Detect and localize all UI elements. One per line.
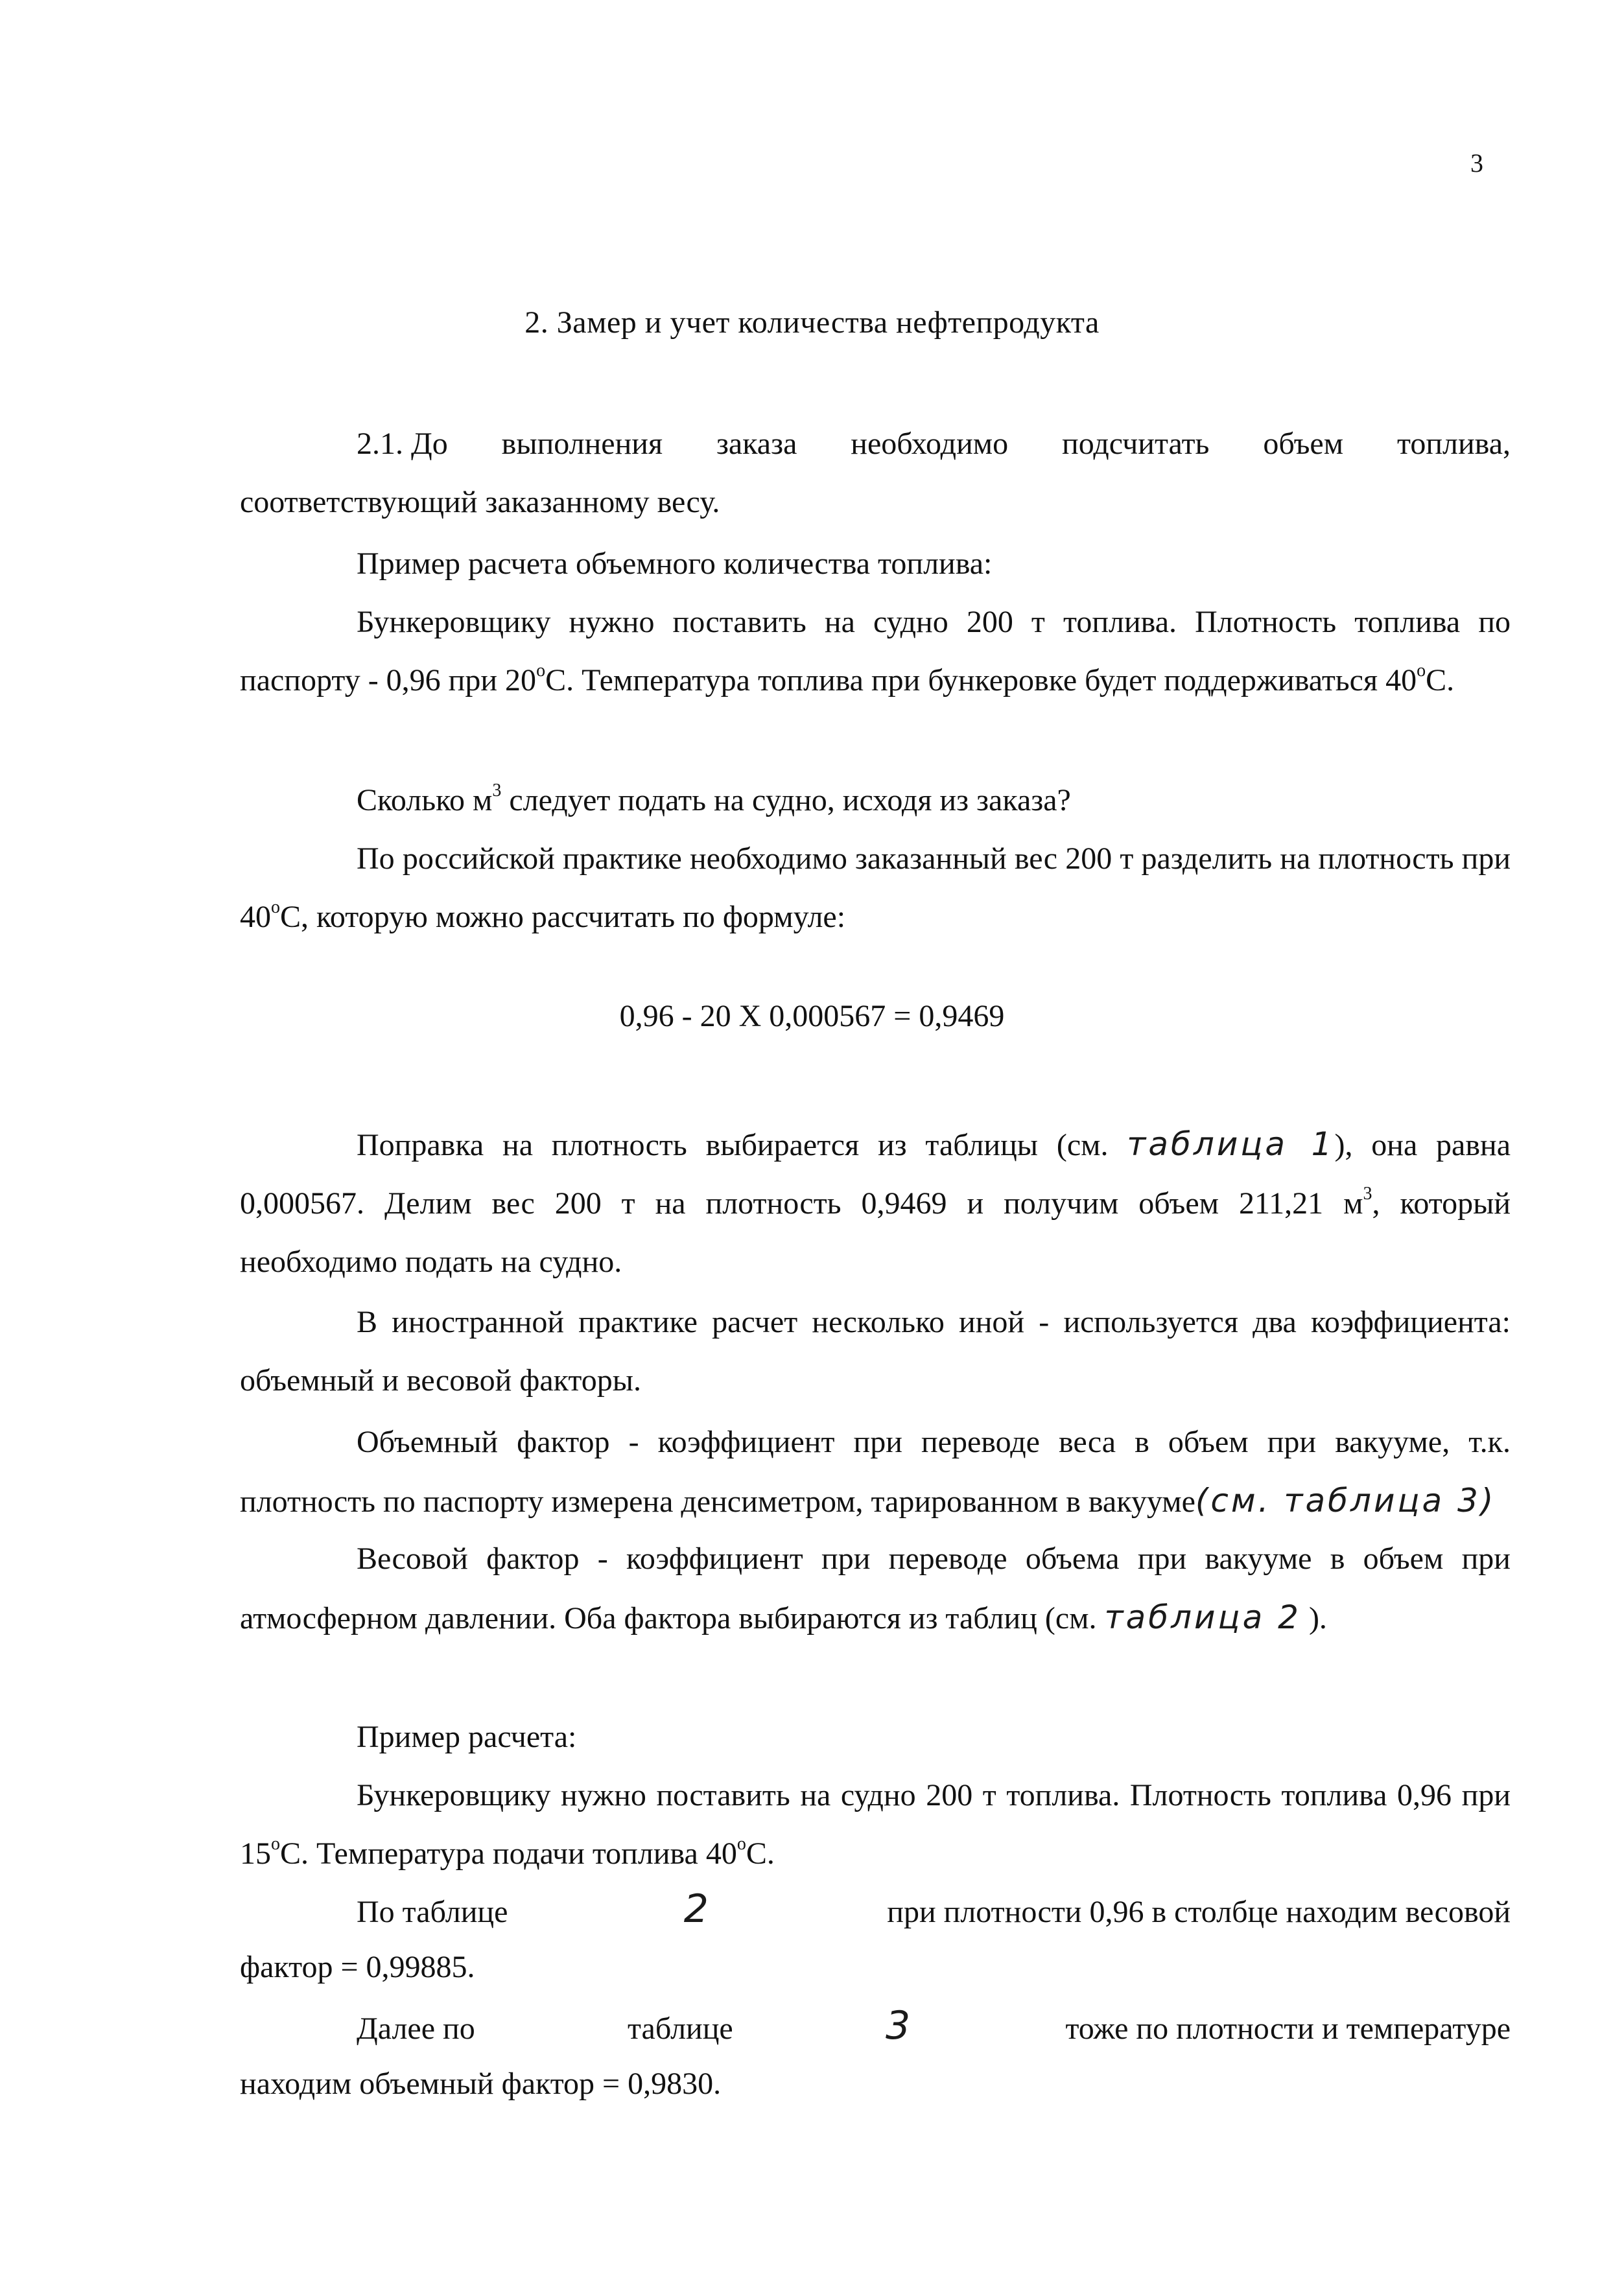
p1-word: 2.1. До [357, 427, 448, 461]
paragraph-table2-line2: фактор = 0,99885. [240, 1950, 475, 1984]
paragraph-russian-practice: По российской практике необходимо заказанный вес 200 т разделить на плотность при $40^оС$, которую можно рассчитать по формуле: [240, 841, 1511, 934]
handwritten-table-number: 3 [885, 2003, 913, 2048]
handwritten-table-ref: таблица 1 [1127, 1125, 1335, 1163]
p1-word: объем [1263, 427, 1344, 461]
paragraph-question: Сколько $м^3$ следует подать на судно, исходя из заказа? [357, 780, 1071, 817]
p1-word: заказа [716, 427, 797, 461]
p1-word: выполнения [501, 427, 663, 461]
p1-word: топлива, [1396, 427, 1511, 461]
example-title-calc: Пример расчета: [357, 1720, 577, 1754]
paragraph-bunker-example: Бункеровщику нужно поставить на судно 200 т топлива. Плотность топлива по паспорту - 0,96 при $20^оС$. Температура топлива при бункеровке будет поддерживаться $40^оС$. [240, 605, 1511, 697]
paragraph-2-1-line1 [240, 415, 1511, 473]
paragraph-volume-factor: Объемный фактор - коэффициент при переводе веса в объем при вакууме, т.к. плотность по паспорту измерена денсиметром, тарированном в вакууме(см. таблица 3) [240, 1425, 1511, 1519]
handwritten-table-ref: (см. таблица 3) [1195, 1482, 1496, 1519]
paragraph-2-1-line2: соответствующий заказанному весу. [240, 485, 720, 519]
paragraph-table3-line1: Далее по таблице 3 тоже по плотности и температуре [240, 1997, 1511, 2058]
section-heading: 2. Замер и учет количества нефтепродукта [524, 305, 1100, 340]
paragraph-table2-line1: По таблице 2 при плотности 0,96 в столбце находим весовой [240, 1880, 1511, 1941]
paragraph-correction: Поправка на плотность выбирается из таблицы (см. таблица 1), она равна 0,000567. Делим вес 200 т на плотность 0,9469 и получим объем 211,21 $м^3$, который необходимо подать на судно. [240, 1125, 1511, 1279]
page-number: 3 [1470, 148, 1483, 178]
p1-word: необходимо [851, 427, 1009, 461]
p1-word: подсчитать [1062, 427, 1210, 461]
paragraph-weight-factor: Весовой фактор - коэффициент при переводе объема при вакууме в объем при атмосферном давлении. Оба фактора выбираются из таблиц (см. таблица 2 ). [240, 1541, 1511, 1636]
paragraph-foreign-practice: В иностранной практике расчет несколько иной - используется два коэффициента: объемный и весовой факторы. [240, 1305, 1511, 1398]
example-title-volume: Пример расчета объемного количества топлива: [357, 546, 993, 581]
handwritten-table-number: 2 [683, 1886, 711, 1932]
formula: 0,96 - 20 X 0,000567 = 0,9469 [619, 999, 1005, 1033]
paragraph-table3-line2: находим объемный фактор = 0,9830. [240, 2067, 722, 2101]
handwritten-table-ref: таблица 2 [1104, 1599, 1301, 1636]
paragraph-second-example: Бункеровщику нужно поставить на судно 200 т топлива. Плотность топлива 0,96 при $15^оС$. Температура подачи топлива $40^оС$. [240, 1778, 1511, 1871]
